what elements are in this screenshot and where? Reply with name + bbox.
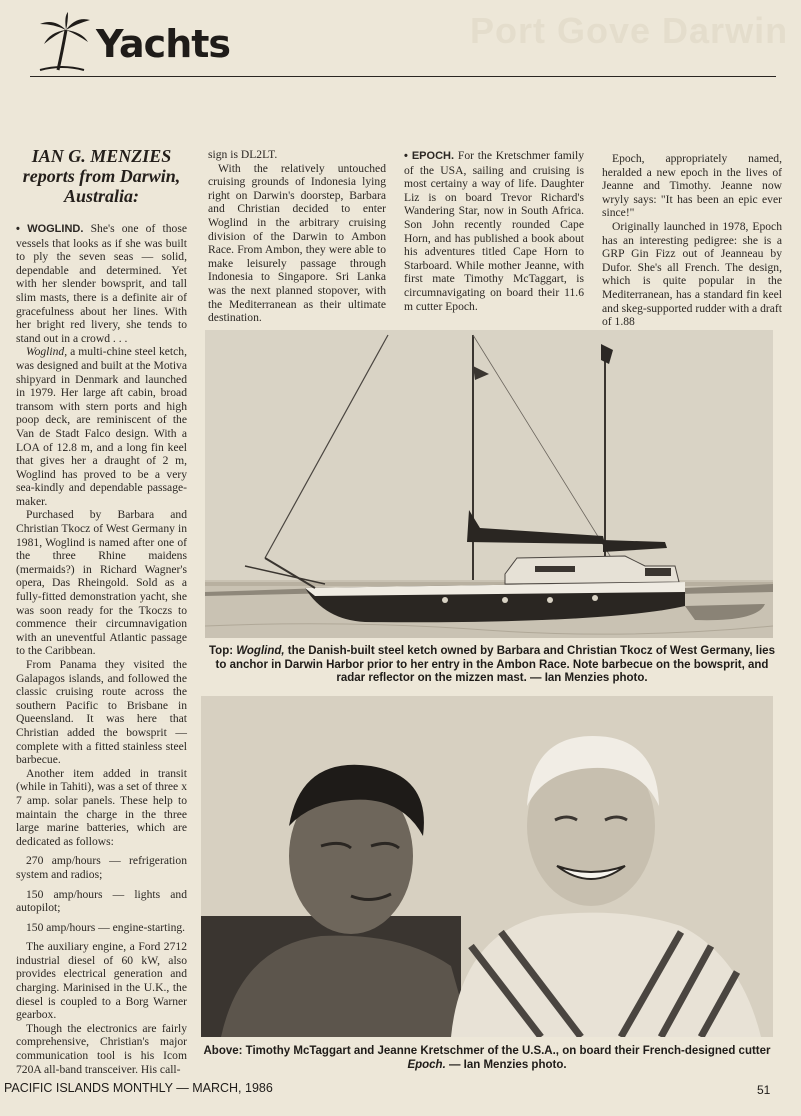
couple-illustration — [201, 696, 773, 1037]
paragraph: 270 amp/hours — refrigeration system and radios; — [16, 854, 187, 881]
paragraph: Epoch, appropriately named, heralded a new epoch in the lives of Jeanne and Timothy. Jeanne now wryly says: "It has been an epic ever since!" — [602, 152, 782, 220]
publication-footer: PACIFIC ISLANDS MONTHLY — MARCH, 1986 — [4, 1081, 273, 1095]
yacht-photo — [205, 330, 773, 638]
ketch-illustration — [205, 330, 773, 638]
article-column-3 — [404, 149, 584, 313]
paragraph: From Panama they visited the Galapagos islands, and followed the classic cruising route across the southern Pacific to Brisbane in Queensland. It was here that Christian added the bowsprit — complete with a fitted stainless steel barbecue. — [16, 658, 187, 767]
palm-tree-icon — [36, 12, 92, 72]
top-photo-caption: Top: Woglind, the Danish-built steel ketch owned by Barbara and Christian Tkocz of West Germany, lies to anchor in Darwin Harbor prior to her entry in the Ambon Race. Note barbecue on the bowsprit, and radar reflector on the mizzen mast. — Ian Menzies photo. — [209, 645, 775, 684]
header-rule — [30, 76, 776, 77]
paragraph: With the relatively untouched cruising grounds of Indonesia lying right on Darwin's doorstep, Barbara and Christian decided to enter Woglind in the arbitrary cruising division of the Darwin to Ambon Race. From Ambon, they were able to make leisurely passage through Indonesia to Singapore. Sri Lanka was the next planned stopover, with the Mediterranean as their ultimate destination. — [208, 161, 386, 325]
paragraph: 150 amp/hours — engine-starting. — [26, 920, 186, 934]
article-column-1 — [16, 146, 187, 1076]
portrait-photo — [201, 696, 773, 1037]
paragraph: Though the electronics are fairly comprehensive, Christian's major communication tool is his Icom 720A all-band transceiver. His call- — [16, 1021, 187, 1076]
paragraph: • WOGLIND. She's one of those vessels that looks as if she was built to ply the seven seas — solid, dependable and determined. Yet with her slender bowsprit, and tall slim masts, there is a definite air of gracefulness about her lines. With her bright red livery, she tends to stand out in a crowd . . . — [16, 222, 187, 345]
paragraph: • EPOCH. For the Kretschmer family of the USA, sailing and cruising is most certainy a way of life. Daughter Liz is on board Trevor Richard's Wandering Star, now in South Africa. Son John recently rounded Cape Horn, and has published a book about his adventures titled Cape Horn to Starboard. While mother Jeanne, with first mate Timothy McTaggart, is circumnavigating on board their 11.6 m cutter Epoch. — [404, 149, 584, 313]
paragraph: 150 amp/hours — lights and autopilot; — [16, 887, 187, 915]
section-title: Yachts — [96, 22, 231, 66]
paragraph: Woglind, a multi-chine steel ketch, was designed and built at the Motiva shipyard in Denmark and launched in 1979. Her large aft cabin, broad transom with stern ports and high poop deck, are reminiscent of the Van de Stadt Falco design. With a LOA of 12.8 m, and a long fin keel that gives her a draught of 2 m, Woglind has proved to be a very sea-kindly and dependable passage-maker. — [16, 345, 187, 508]
paragraph: Purchased by Barbara and Christian Tkocz of West Germany in 1981, Woglind is named after one of the three Rhine maidens (mermaids?) in Richard Wagner's opera, Das Rheingold. Sold as a fully-fitted demonstration yacht, she was soon ready for the Tkoczs to commence their circumnavigation with an uneventful Atlantic passage to the Caribbean. — [16, 508, 187, 658]
article-headline: IAN G. MENZIES reports from Darwin, Australia: — [22, 146, 181, 206]
page-header — [0, 0, 801, 80]
article-column-4 — [602, 152, 782, 329]
article-column-2 — [208, 148, 386, 325]
bottom-photo-caption: Above: Timothy McTaggart and Jeanne Kretschmer of the U.S.A., on board their French-designed cutter Epoch. — Ian Menzies photo. — [203, 1045, 771, 1071]
page-number: 51 — [757, 1083, 771, 1097]
show-through-title: Port Gove Darwin — [470, 10, 789, 51]
paragraph: Originally launched in 1978, Epoch has an interesting pedigree: she is a GRP Gin Fizz out of Jeanneau by Dufor. She's all French. The design, which is quite popular in the Mediterranean, has a standard fin keel and skeg-supported rudder with a draft of 1.88 — [602, 219, 782, 329]
paragraph: The auxiliary engine, a Ford 2712 industrial diesel of 60 kW, also provides electrical generation and charging. Marinised in the U.K., the diesel is coupled to a Borg Warner gearbox. — [16, 940, 187, 1022]
paragraph: sign is DL2LT. — [208, 148, 278, 161]
paragraph: Another item added in transit (while in Tahiti), was a set of three x 7 amp. solar panels. These help to maintain the charge in the three large marine batteries, which are dedicated as follows: — [16, 766, 187, 848]
